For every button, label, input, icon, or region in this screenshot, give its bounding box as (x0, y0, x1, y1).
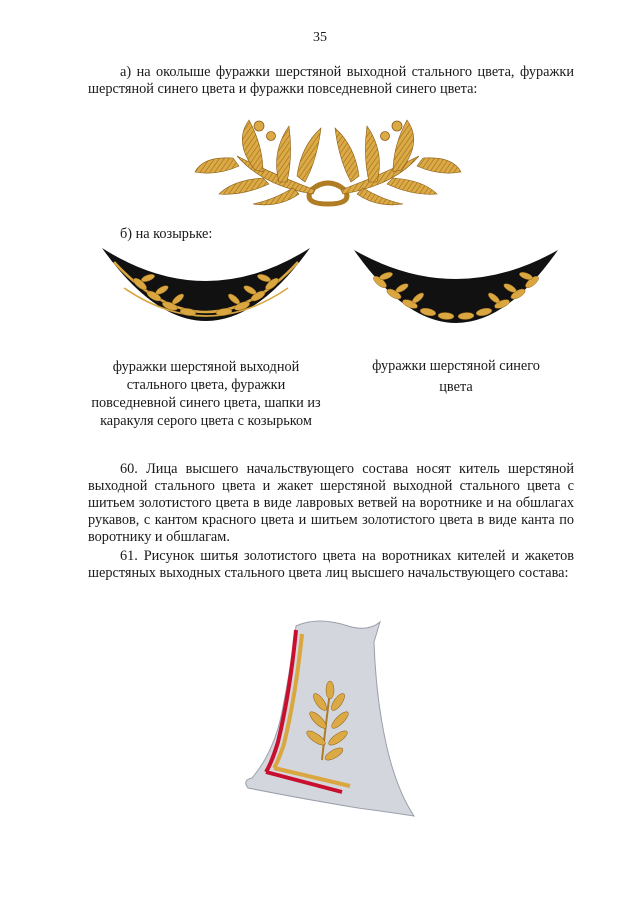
caption-left: фуражки шерстяной выходной стального цвета, фуражки повседневной синего цвета, шапки из каракуля серого цвета с козырьком (91, 359, 321, 429)
caption-right: фуражки шерстяной синего цвета (372, 358, 540, 395)
page-number: 35 (313, 30, 327, 45)
visor-embroidery-icon (100, 244, 312, 348)
laurel-wreath-icon (193, 112, 463, 208)
section-a-text: а) на околыше фуражки шерстяной выходной стального цвета, фуражки шерстяной синего цвета и фуражки повседневной синего цвета: (88, 64, 574, 97)
visor-embroidery-icon (352, 246, 560, 344)
collar-embroidery-icon (238, 612, 438, 820)
section-b-label: б) на козырьке: (120, 226, 213, 242)
paragraph-60: 60. Лица высшего начальствующего состава носят китель шерстяной выходной стального цвета и жакет шерстяной выходной стального цвета с шитьем золотистого цвета в виде лавровых ветвей на воротнике и на обшлагах рукавов, с кантом красного цвета и шитьем золотистого цвета в виде канта по воротнику и обшлагам. (88, 461, 574, 545)
paragraph-61: 61. Рисунок шитья золотистого цвета на воротниках кителей и жакетов шерстяных выходных стального цвета лиц высшего начальствующего состава: (88, 548, 574, 581)
